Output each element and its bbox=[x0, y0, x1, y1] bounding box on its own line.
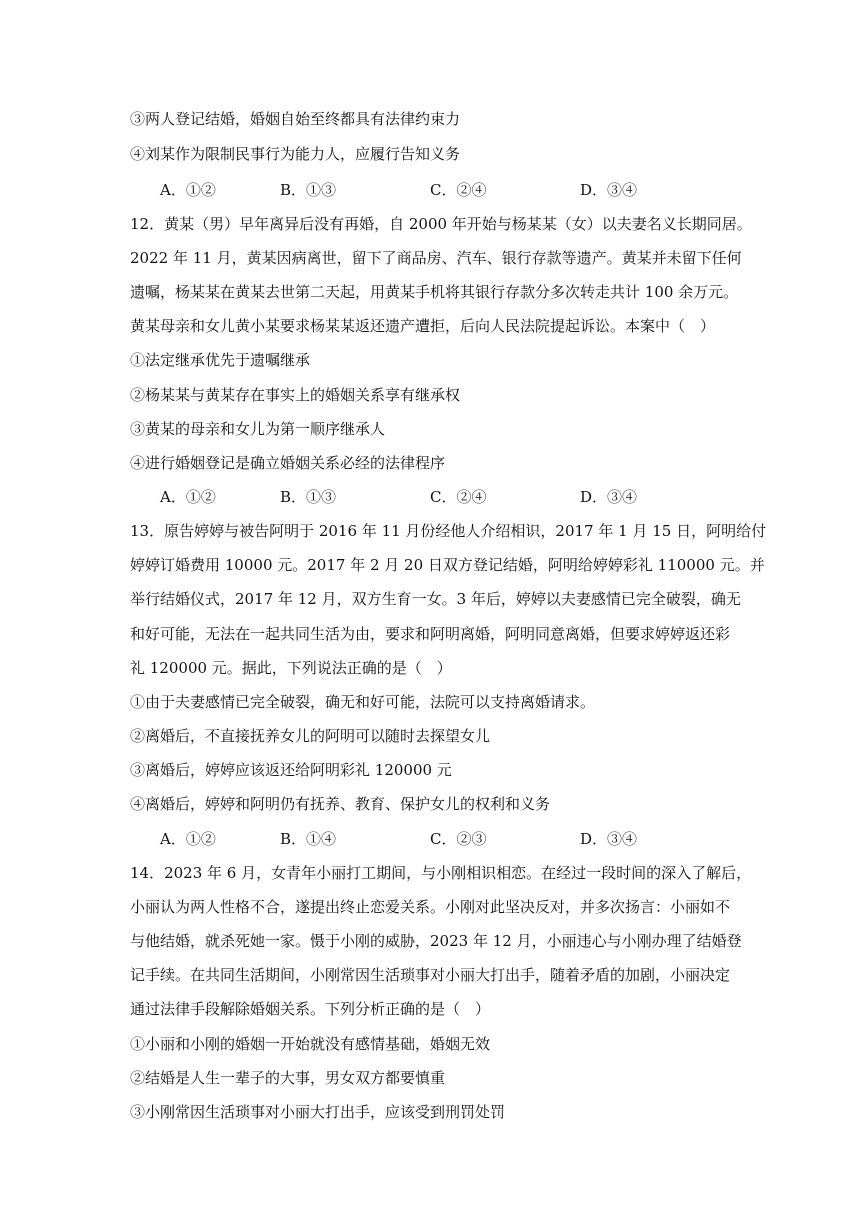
q12-stem-line: 2022 年 11 月，黄某因病离世，留下了商品房、汽车、银行存款等遗产。黄某并未留下任何 bbox=[130, 249, 742, 267]
q12-stem-line: 12．黄某（男）早年离异后没有再婚，自 2000 年开始与杨某某（女）以夫妻名义长期同居。 bbox=[130, 215, 752, 233]
q12-stem-line: 黄某母亲和女儿黄小某要求杨某某返还遗产遭拒，后向人民法院提起诉讼。本案中（ ） bbox=[130, 317, 716, 335]
q13-stem-line: 婷婷订婚费用 10000 元。2017 年 2 月 20 日双方登记结婚，阿明给婷婷彩礼 110000 元。并 bbox=[130, 556, 765, 574]
q14-statement-2: ②结婚是人生一辈子的大事，男女双方都要慎重 bbox=[130, 1069, 446, 1087]
option-d[interactable]: D．③④ bbox=[580, 830, 638, 848]
q14-stem-line: 通过法律手段解除婚姻关系。下列分析正确的是（ ） bbox=[130, 1000, 491, 1018]
prev-options bbox=[160, 180, 760, 200]
q12-statement-1: ①法定继承优先于遗嘱继承 bbox=[130, 351, 311, 369]
q13-stem-line: 举行结婚仪式，2017 年 12 月，双方生育一女。3 年后，婷婷以夫妻感情已完全破裂，确无 bbox=[130, 590, 741, 608]
q14-statement-1: ①小丽和小刚的婚姻一开始就没有感情基础，婚姻无效 bbox=[130, 1035, 491, 1053]
q13-stem-line: 13．原告婷婷与被告阿明于 2016 年 11 月份经他人介绍相识，2017 年 1 月 15 日，阿明给付 bbox=[130, 522, 767, 540]
q14-stem-line: 小丽认为两人性格不合，遂提出终止恋爱关系。小刚对此坚决反对，并多次扬言：小丽如不 bbox=[130, 898, 731, 916]
prev-statement-4: ④刘某作为限制民事行为能力人，应履行告知义务 bbox=[130, 145, 461, 163]
option-d[interactable]: D．③④ bbox=[580, 488, 638, 506]
option-c[interactable]: C．②④ bbox=[430, 181, 487, 199]
q13-statement-2: ②离婚后，不直接抚养女儿的阿明可以随时去探望女儿 bbox=[130, 727, 491, 745]
q13-stem-line: 礼 120000 元。据此，下列说法正确的是（ ） bbox=[130, 659, 452, 677]
option-b[interactable]: B．①③ bbox=[280, 488, 337, 506]
option-a[interactable]: A．①② bbox=[160, 488, 216, 506]
q13-statement-3: ③离婚后，婷婷应该返还给阿明彩礼 120000 元 bbox=[130, 761, 452, 779]
q13-options bbox=[160, 829, 760, 849]
option-c[interactable]: C．②④ bbox=[430, 488, 487, 506]
prev-statement-3: ③两人登记结婚，婚姻自始至终都具有法律约束力 bbox=[130, 110, 461, 128]
q12-statement-2: ②杨某某与黄某存在事实上的婚姻关系享有继承权 bbox=[130, 386, 461, 404]
q14-statement-3: ③小刚常因生活琐事对小丽大打出手，应该受到刑罚处罚 bbox=[130, 1103, 506, 1121]
option-a[interactable]: A．①② bbox=[160, 181, 216, 199]
q12-options bbox=[160, 487, 760, 507]
q13-statement-4: ④离婚后，婷婷和阿明仍有抚养、教育、保护女儿的权利和义务 bbox=[130, 795, 551, 813]
option-a[interactable]: A．①② bbox=[160, 830, 216, 848]
option-b[interactable]: B．①④ bbox=[280, 830, 337, 848]
q12-statement-3: ③黄某的母亲和女儿为第一顺序继承人 bbox=[130, 420, 386, 438]
option-d[interactable]: D．③④ bbox=[580, 181, 638, 199]
q14-stem-line: 14．2023 年 6 月，女青年小丽打工期间，与小刚相识相恋。在经过一段时间的深入了解后， bbox=[130, 864, 752, 882]
q13-stem-line: 和好可能，无法在一起共同生活为由，要求和阿明离婚，阿明同意离婚，但要求婷婷返还彩 bbox=[130, 625, 731, 643]
q13-statement-1: ①由于夫妻感情已完全破裂，确无和好可能，法院可以支持离婚请求。 bbox=[130, 693, 596, 711]
q14-stem-line: 与他结婚，就杀死她一家。慑于小刚的威胁，2023 年 12 月，小丽违心与小刚办理了结婚登 bbox=[130, 932, 742, 950]
q14-stem-line: 记手续。在共同生活期间，小刚常因生活琐事对小丽大打出手，随着矛盾的加剧，小丽决定 bbox=[130, 966, 731, 984]
q12-stem-line: 遗嘱，杨某某在黄某去世第二天起，用黄某手机将其银行存款分多次转走共计 100 余万元。 bbox=[130, 283, 739, 301]
option-c[interactable]: C．②③ bbox=[430, 830, 487, 848]
q12-statement-4: ④进行婚姻登记是确立婚姻关系必经的法律程序 bbox=[130, 454, 446, 472]
option-b[interactable]: B．①③ bbox=[280, 181, 337, 199]
